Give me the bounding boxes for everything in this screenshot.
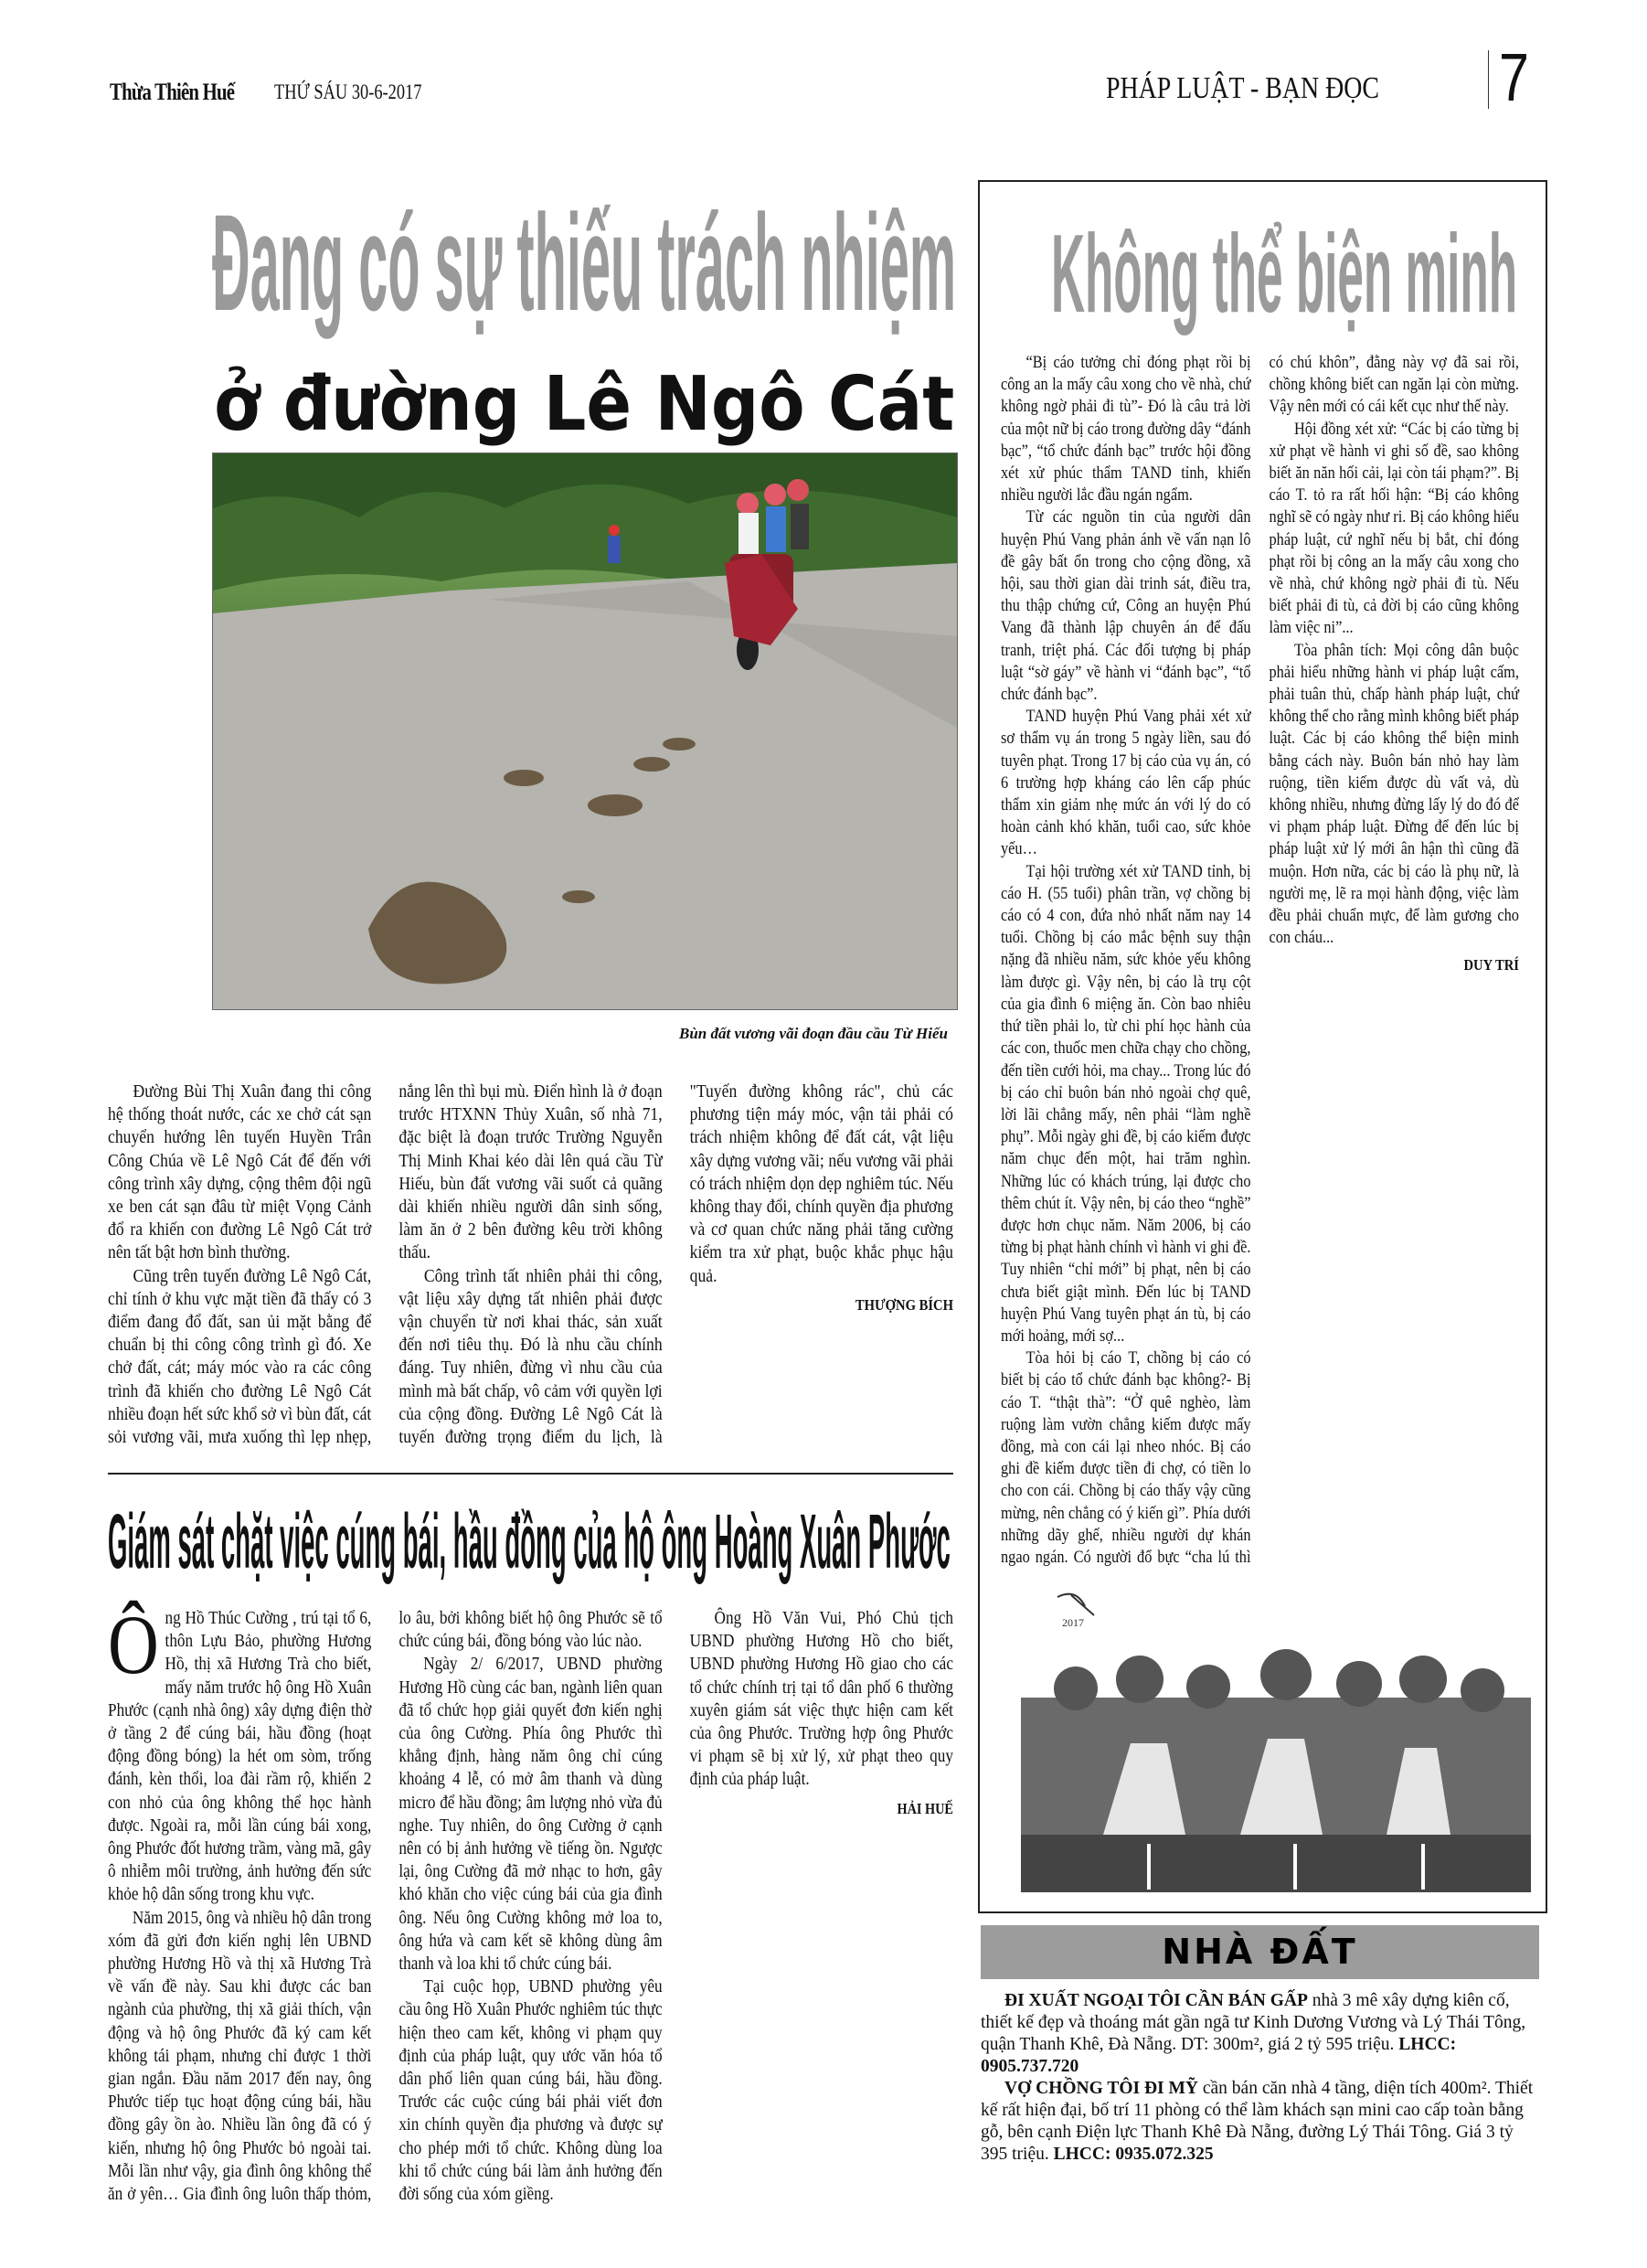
article1-subheadline: ở đường Lê Ngô Cát	[214, 361, 955, 448]
section-title: PHÁP LUẬT - BẠN ĐỌC	[1106, 71, 1379, 105]
courtroom-illustration	[1021, 1579, 1531, 1892]
classifieds-title: NHÀ ĐẤT	[1162, 1932, 1358, 1972]
article1-paragraph: Công trình tất nhiên phải thi công, vật liệu xây dựng tất nhiên phải được vận chuyển từ nơi khai thác, sản xuất đến nơi tiêu thụ. Đó là nhu cầu chính đáng. Tuy nhiên, đừng vì nhu cầu của mình mà bất chấp, vô cảm với quyền lợi của cộng đồng. Đường Lê Ngô Cát là tuyến đường trọng điểm du lịch, là "Tuyến đường không rác", chủ các phương tiện máy móc, vận tải phải có trách nhiệm không để đất cát, vật liệu xây dựng vương vãi; nếu vương vãi phải có trách nhiệm dọn dẹp nghiêm túc. Nếu không thay đổi, chính quyền địa phương và cơ quan chức năng phải tăng cường kiểm tra xử phạt, buộc khắc phục hậu quả.	[398, 1081, 953, 1448]
article2-paragraph: Ngày 2/ 6/2017, UBND phường Hương Hồ cùng các ban, ngành liên quan đã tổ chức họp giải quyết đơn kiến nghị của ông Cường. Phía ông Phước thì khẳng định, hàng năm ông chỉ cúng khoảng 4 lễ, có mở âm thanh và dùng micro để hầu đồng; âm lượng nhỏ vừa đủ nghe. Tuy nhiên, do ông Cường ở cạnh nên có bị ảnh hưởng về tiếng ồn. Ngược lại, ông Cường đã mở nhạc to hơn, gây khó khăn cho việc cúng bái của gia đình ông. Nếu ông Cường không mở loa to, ông hứa và cam kết sẽ không dùng âm thanh và loa khi tổ chức cúng bái.	[398, 1654, 663, 1975]
classifieds-list	[981, 1990, 1539, 2166]
article1-headline: Đang có sự thiếu trách nhiệm	[212, 186, 957, 339]
article3-paragraph: Từ các nguồn tin của người dân huyện Phú Vang phản ánh về vấn nạn lô đề gây bất ổn trong cho cộng đồng, xã hội, sau thời gian dài trinh sát, điều tra, thu thập chứng cứ, Công an huyện Phú Vang đã thành lập chuyên án để đấu tranh, triệt phá. Các đối tượng bị pháp luật “sờ gáy” về hành vi “đánh bạc”, “tổ chức đánh bạc”.	[1001, 507, 1251, 705]
ad-contact: LHCC: 0905.737.720	[981, 2035, 1457, 2076]
ad-body: cần bán căn nhà 4 tầng, diện tích 400m². Thiết kế rất hiện đại, bố trí 11 phòng có thể làm khách sạn mini cao cấp toàn bằng gỗ, bên cạnh Điện lực Thanh Khê Đà Nẵng, đường Lý Thái Tông. Giá 3 tỷ 395 triệu.	[981, 2079, 1534, 2164]
article3-paragraph: Tòa hỏi bị cáo T, chồng bị cáo có biết bị cáo tổ chức đánh bạc không?- Bị cáo T. “thật thà”: “Ở quê nghèo, làm ruộng làm vườn chẳng kiếm được mấy đồng, mà con cái lại nheo nhóc. Bị cáo ghi đề kiếm được tiền đi chợ, có tiền lo cho con cái. Chồng bị cáo thấy vậy cũng mừng, nên chẳng có ý kiến gì”. Phía dưới những dãy ghế, nhiều người dự khán ngao ngán. Có người đổ bực “cha lú thì có chú khôn”, đằng này vợ đã sai rồi, chồng không biết can ngăn lại còn mừng. Vậy nên mới có cái kết cục như thế này.	[1001, 353, 1519, 1567]
classifieds-header	[981, 1925, 1539, 1979]
article2-headline: Giám sát chặt việc cúng bái, hầu đồng của hộ ông Hoàng Xuân Phước	[108, 1498, 951, 1584]
section-divider	[108, 1473, 953, 1475]
illustration-signature: 2017	[1062, 1616, 1084, 1629]
classified-ad	[981, 1990, 1539, 2078]
article3-paragraph: Tòa phân tích: Mọi công dân buộc phải hiểu những hành vi pháp luật cấm, phải tuân thủ, chấp hành pháp luật, chứ không thể cho rằng mình không biết pháp luật. Các bị cáo không thể biện minh bằng cách này. Buôn bán nhỏ hay làm ruộng, tiền kiếm được dù vất vả, dù không nhiều, nhưng đừng lấy lý do đó để vi phạm pháp luật. Đừng để đến lúc bị pháp luật xử lý mới ân hận thì cũng đã muộn. Hơn nữa, các bị cáo là phụ nữ, là người mẹ, lẽ ra mọi hành động, việc làm đều phải chuẩn mực, để làm gương cho con cháu...	[1269, 640, 1519, 948]
article3-paragraph: “Bị cáo tưởng chỉ đóng phạt rồi bị công an la mấy câu xong cho về nhà, chứ không ngờ phải đi tù”- Đó là câu trả lời của một nữ bị cáo trong đường dây “đánh bạc”, “tổ chức đánh bạc” trước hội đồng xét xử phúc thẩm TAND tỉnh, khiến nhiều người lắc đầu ngán ngẩm.	[1001, 353, 1251, 506]
court-sketch-drawing	[1021, 1579, 1531, 1892]
ad-body: nhà 3 mê xây dựng kiên cố, thiết kế đẹp và thoáng mát gần ngã tư Kinh Dương Vương và Lý Thái Tông, quận Thanh Khê, Đà Nẵng. DT: 300m², giá 2 tỷ 595 triệu.	[981, 1991, 1526, 2054]
article2-columns	[108, 1598, 953, 2238]
article1-body	[108, 1081, 953, 1451]
drop-cap: Ô	[108, 1598, 159, 1691]
ad-lead: ĐI XUẤT NGOẠI TÔI CẦN BÁN GẤP	[1004, 1991, 1308, 2010]
article1-subheadline-wrap	[214, 361, 955, 448]
article2-paragraph: Ông Hồ Văn Vui, Phó Chủ tịch UBND phường Hương Hồ cho biết, UBND phường Hương Hồ giao cho các tổ chức chính trị tại tổ dân phố 6 thường xuyên giám sát việc thực hiện cam kết của ông Phước. Trường hợp ông Phước vi phạm sẽ bị xử lý, xử phạt theo quy định của pháp luật.	[689, 1608, 953, 1790]
article3-paragraph: Tại hội trường xét xử TAND tỉnh, bị cáo H. (55 tuổi) phân trần, vợ chồng bị cáo có 4 con, đứa nhỏ nhất năm nay 14 tuổi. Chồng bị cáo mắc bệnh suy thận nặng đã nhiều năm, sức khỏe yếu không làm được gì. Vậy nên, bị cáo là trụ cột của gia đình 6 miệng ăn. Còn bao nhiêu thứ tiền phải lo, từ chi phí học hành của các con, thuốc men chữa chạy cho chồng, đến tiền cưới hỏi, ma chay... Trong lúc đó bị cáo chỉ buôn bán nhỏ ngoài chợ quê, lời lãi chẳng mấy, nên phải “làm nghề phụ”. Mỗi ngày ghi đề, bị cáo kiếm được năm chục đến một, hai trăm nghìn. Những lúc có khách trúng, lại được cho thêm chút ít. Vậy nên, bị cáo theo “nghề” được hơn chục năm. Năm 2006, bị cáo từng bị phạt hành chính vì hành vi ghi đề. Tuy nhiên “chỉ mới” bị phạt, nên bị cáo chưa biết giật mình. Đến lúc bị TAND huyện Phú Vang tuyên phạt án tù, bị cáo mới hoảng, mới sợ...	[1001, 861, 1251, 1346]
article1-headline-line1-wrap	[212, 187, 956, 343]
classified-ad	[981, 2078, 1539, 2166]
article3-headline-wrap	[1051, 212, 1517, 335]
newspaper-name: Thừa Thiên Huế	[110, 79, 235, 105]
article2-paragraph	[108, 1598, 372, 1907]
article2-paragraph: Tại cuộc họp, UBND phường yêu cầu ông Hồ Xuân Phước nghiêm túc thực hiện theo cam kết, không vi phạm quy định của pháp luật, quy ước văn hóa tổ dân phố liên quan cúng bái, hầu đồng. Trước các cuộc cúng bái phải viết đơn xin chính quyền địa phương và được sự cho phép mới tổ chức. Không dùng loa khi tổ chức cúng bái làm ảnh hưởng đến đời sống của xóm giềng.	[398, 1976, 663, 2205]
article1-columns	[108, 1081, 953, 1451]
ad-lead: VỢ CHỒNG TÔI ĐI MỸ	[1004, 2079, 1198, 2098]
issue-date: THỨ SÁU 30-6-2017	[274, 80, 422, 103]
road-photo	[212, 453, 958, 1010]
article2-body	[108, 1598, 953, 2238]
article1-paragraph: Đường Bùi Thị Xuân đang thi công hệ thống thoát nước, các xe chở cát sạn chuyển hướng lên tuyến Huyền Trân Công Chúa về Lê Ngô Cát để đến với công trình xây dựng, cộng thêm đội ngũ xe ben cát sạn đâu từ miệt Vọng Cảnh đổ ra khiến con đường Lê Ngô Cát trở nên tất bật hơn bình thường.	[108, 1081, 372, 1263]
article2-paragraph-text: ng Hồ Thúc Cường , trú tại tổ 6, thôn Lựu Bảo, phường Hương Hồ, thị xã Hương Trà cho biết, mấy năm trước hộ ông Hồ Xuân Phước (cạnh nhà ông) xây dựng điện thờ ở tầng 2 để cúng bái, hầu đồng (hoạt động đồng bóng) la hét om sòm, trống đánh, kèn thổi, loa đài rầm rộ, khiến 2 con nhỏ của ông không thể học hành được. Ngoài ra, mỗi lần cúng bái xong, ông Phước đốt hương trầm, vàng mã, gây ô nhiễm môi trường, ảnh hưởng đến sức khỏe hộ dân sống trong khu vực.	[108, 1608, 372, 1905]
page-number: 7	[1499, 39, 1529, 115]
header-divider	[1488, 50, 1489, 109]
article3-columns	[1001, 352, 1519, 1572]
article3-body	[1001, 352, 1519, 1572]
photo-caption: Bùn đất vương vãi đoạn đầu cầu Từ Hiếu	[679, 1025, 948, 1042]
article2-paragraph: Năm 2015, ông và nhiều hộ dân trong xóm đã gửi đơn kiến nghị lên UBND phường Hương Hồ và thị xã Hương Trà về vấn đề này. Sau khi được các ban ngành của phường, thị xã giải thích, vận động và hộ ông Phước đã ký cam kết không tái phạm, nhưng chỉ được 1 thời gian ngắn. Đầu năm 2017 đến nay, ông Phước tiếp tục hoạt động cúng bái, hầu đồng gây ồn ào. Nhiều lần ông đã có ý kiến, nhưng hộ ông Phước bỏ ngoài tai. Mỗi lần như vậy, gia đình ông không thể ăn ở yên… Gia đình ông luôn thấp thỏm, lo âu, bởi không biết hộ ông Phước sẽ tổ chức cúng bái, đồng bóng vào lúc nào.	[108, 1608, 663, 2205]
article3-paragraph: TAND huyện Phú Vang phải xét xử sơ thẩm vụ án trong 5 ngày liền, sau đó tuyên phạt. Trong 17 bị cáo của vụ án, có 6 trường hợp kháng cáo lên cấp phúc thẩm xin giảm nhẹ mức án với lý do có hoàn cảnh khó khăn, tuổi cao, sức khỏe yếu…	[1001, 707, 1251, 859]
article2-headline-wrap	[108, 1499, 951, 1583]
road-scene-illustration	[213, 453, 957, 1009]
article3-author: DUY TRÍ	[1463, 956, 1519, 974]
article1-author: THƯỢNG BÍCH	[855, 1295, 953, 1314]
article3-paragraph: Hội đồng xét xử: “Các bị cáo từng bị xử phạt về hành vi ghi số đề, sao không biết ăn năn hối cải, lại còn tái phạm?”. Bị cáo T. tỏ ra rất hối hận: “Bị cáo không nghĩ sẽ có ngày như ri. Bị cáo không hiểu pháp luật, cứ nghĩ nếu bị bắt, chỉ đóng phạt rồi bị công an la mấy câu xong cho về nhà, chứ không ngờ phải đi tù. Nếu biết phải đi tù, cả đời bị cáo cũng không làm việc ni”...	[1269, 419, 1519, 638]
article1-paragraph: Cũng trên tuyến đường Lê Ngô Cát, chỉ tính ở khu vực mặt tiền đã thấy có 3 điểm đang đổ đất, san ủi mặt bằng để chuẩn bị thi công công trình gì đó. Xe chở đất, cát; máy móc vào ra các công trình đã khiến cho đường Lê Ngô Cát nhiều đoạn hết sức khổ sở vì bùn đất, cát sỏi vương vãi, mưa xuống thì lẹp nhẹp, nắng lên thì bụi mù. Điển hình là ở đoạn trước HTXNN Thủy Xuân, số nhà 71, đặc biệt là đoạn trước Trường Nguyễn Thị Minh Khai kéo dài lên quá cầu Từ Hiếu, bùn đất vương vãi suốt cả quãng dài khiến nhiều người dân sinh sống, làm ăn ở 2 bên đường kêu trời không thấu.	[108, 1081, 663, 1448]
article3-headline: Không thể biện minh	[1051, 211, 1518, 335]
ad-contact: LHCC: 0935.072.325	[1053, 2145, 1214, 2164]
article2-author: HẢI HUẾ	[897, 1799, 953, 1817]
